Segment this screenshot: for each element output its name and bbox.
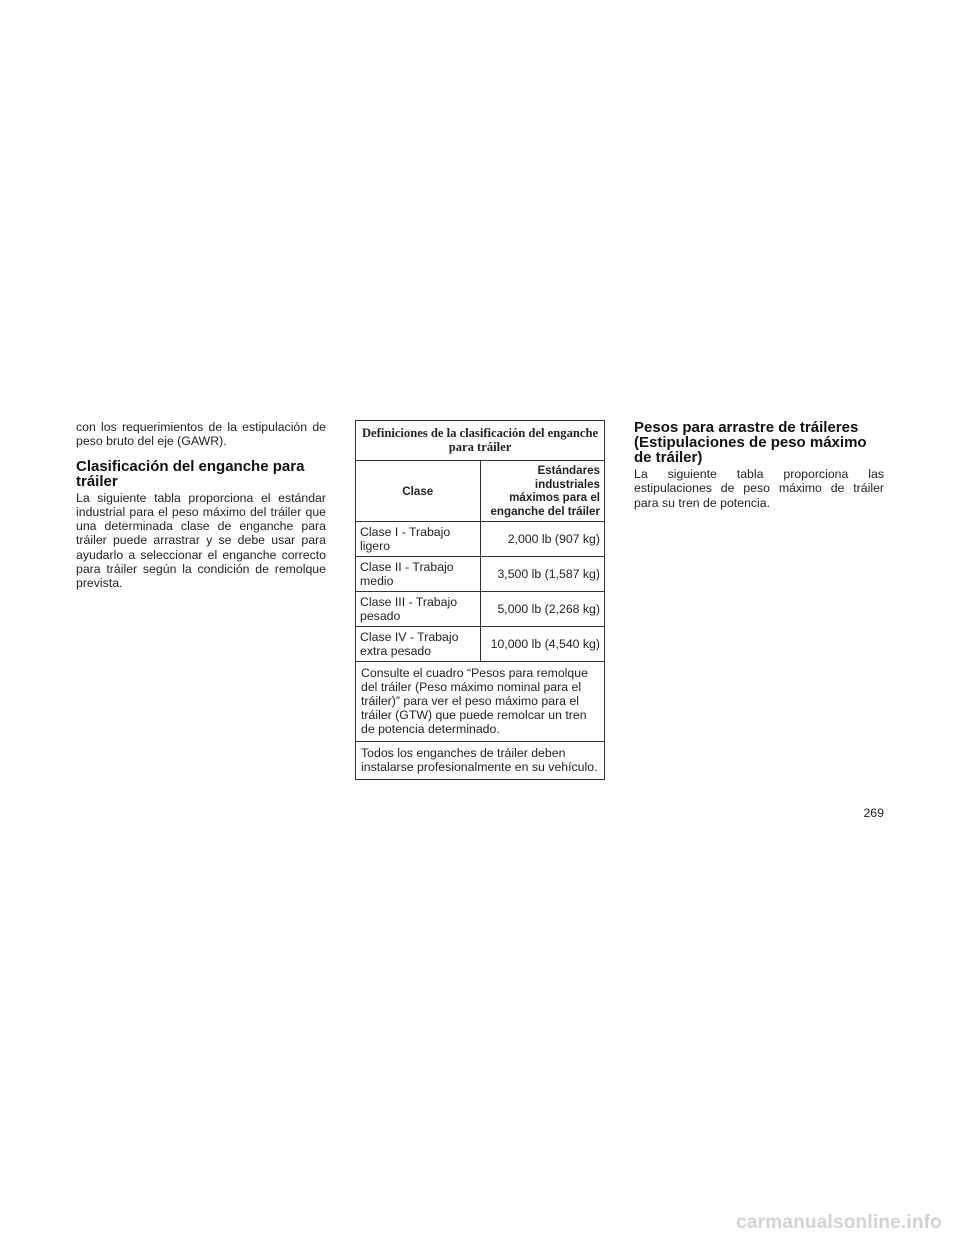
row-class: Clase III - Trabajo pesado	[356, 592, 481, 627]
intro-text: con los requerimientos de la estipulación de peso bruto del eje (GAWR).	[76, 420, 326, 449]
column-header-class: Clase	[356, 461, 481, 522]
row-value: 5,000 lb (2,268 kg)	[480, 592, 605, 627]
table-row	[356, 627, 605, 662]
left-column	[76, 420, 326, 591]
row-value: 10,000 lb (4,540 kg)	[480, 627, 605, 662]
row-class: Clase II - Trabajo medio	[356, 557, 481, 592]
trailer-weights-paragraph: La siguiente tabla proporciona las estipulaciones de peso máximo de tráiler para su tren de potencia.	[634, 467, 884, 510]
hitch-classification-table	[355, 420, 605, 780]
page-number: 269	[863, 806, 884, 820]
row-class: Clase IV - Trabajo extra pesado	[356, 627, 481, 662]
row-class: Clase I - Trabajo ligero	[356, 522, 481, 557]
section-heading-hitch-classification: Clasificación del enganche para tráiler	[76, 457, 305, 490]
section-heading-trailer-weights: Pesos para arrastre de tráileres (Estipulaciones de peso máximo de tráiler)	[634, 419, 867, 466]
table-note-row	[356, 662, 605, 742]
table-row	[356, 592, 605, 627]
table-row	[356, 522, 605, 557]
hitch-classification-paragraph: La siguiente tabla proporciona el estándar industrial para el peso máximo del tráiler que una determinada clase de enganche para tráiler puede arrastrar y se debe usar para ayudarlo a seleccionar el enganche correcto para tráiler según la condición de remolque prevista.	[76, 490, 326, 591]
table-title-row	[356, 421, 605, 461]
table-note-row	[356, 742, 605, 780]
table-row	[356, 557, 605, 592]
middle-column	[355, 420, 605, 780]
right-column	[634, 420, 884, 510]
table-title: Definiciones de la clasificación del enganche para tráiler	[356, 421, 605, 461]
table-note-installation: Todos los enganches de tráiler deben instalarse profesionalmente en su vehículo.	[356, 742, 605, 780]
table-note-gtw: Consulte el cuadro “Pesos para remolque del tráiler (Peso máximo nominal para el tráiler)” para ver el peso máximo para el tráiler (GTW) que puede remolcar un tren de potencia determinado.	[356, 662, 605, 742]
row-value: 3,500 lb (1,587 kg)	[480, 557, 605, 592]
row-value: 2,000 lb (907 kg)	[480, 522, 605, 557]
column-header-standard: Estándares industriales máximos para el enganche del tráiler	[480, 461, 605, 522]
table-header-row	[356, 461, 605, 522]
watermark: carmanualsonline.info	[736, 1212, 942, 1233]
